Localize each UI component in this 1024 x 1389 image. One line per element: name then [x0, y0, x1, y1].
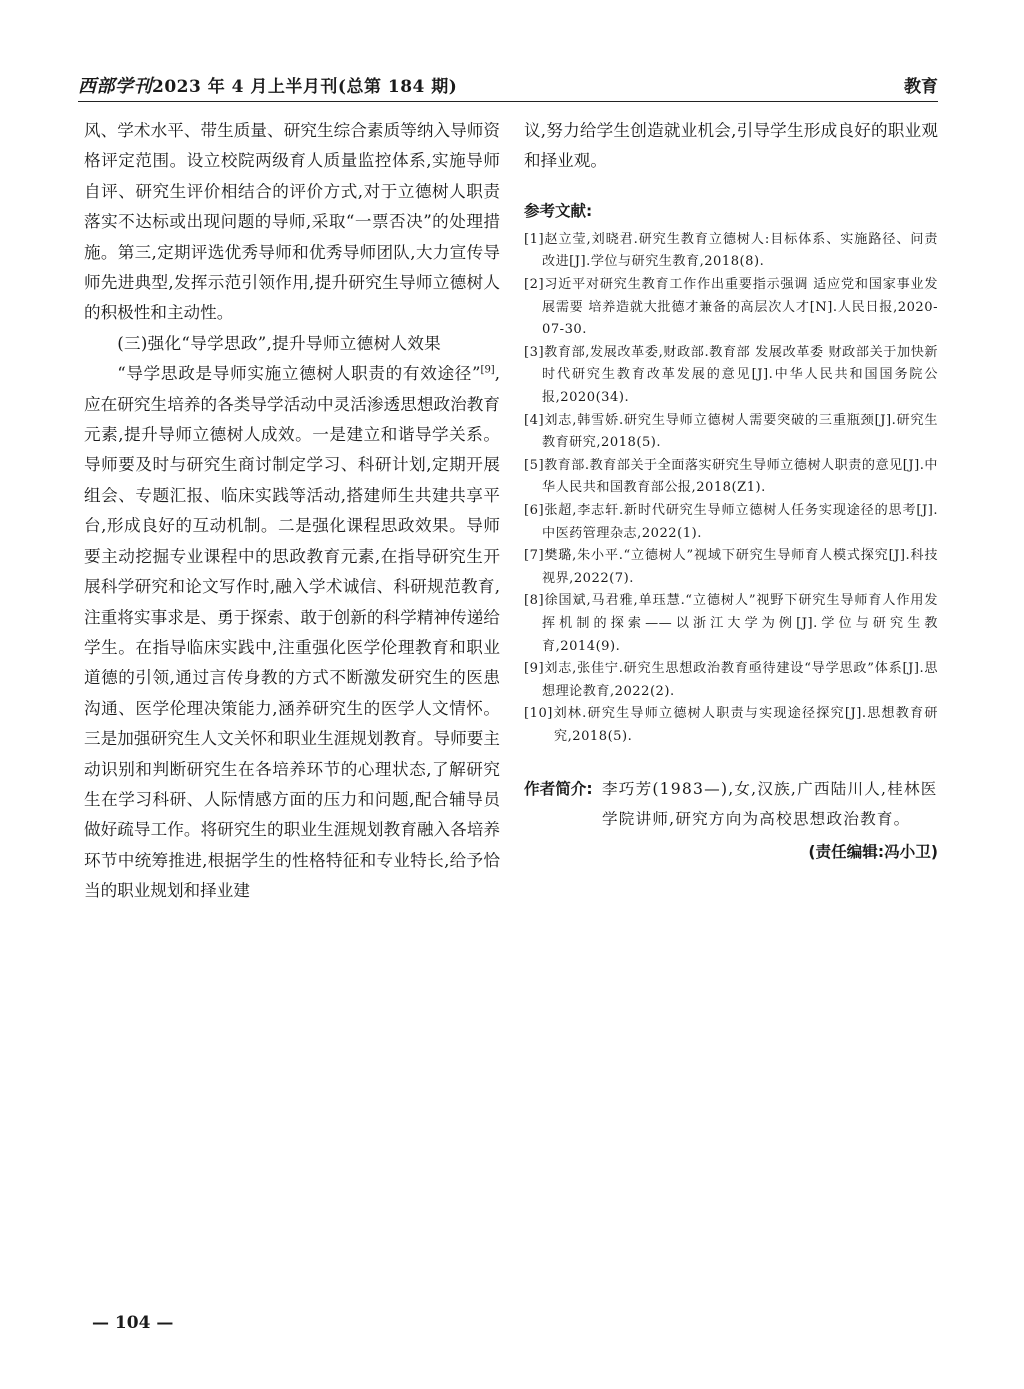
- reference-item: [6]张超,李志轩.新时代研究生导师立德树人任务实现途径的思考[J].中医药管理杂志,2022(1).: [524, 502, 938, 541]
- header-rule: [78, 101, 938, 102]
- author-text: 李巧芳(1983—),女,汉族,广西陆川人,桂林医学院讲师,研究方向为高校思想政治教育。: [602, 780, 938, 829]
- paragraph-body: ,应在研究生培养的各类导学活动中灵活渗透思想政治教育元素,提升导师立德树人成效。一是建立和谐导学关系。导师要及时与研究生商讨制定学习、科研计划,定期开展组会、专题汇报、临床实践等活动,搭建师生共建共享平台,形成良好的互动机制。二是强化课程思政效果。导师要主动挖掘专业课程中的思政教育元素,在指导研究生开展科学研究和论文写作时,融入学术诚信、科研规范教育,注重将实事求是、勇于探索、敢于创新的科学精神传递给学生。在指导临床实践中,注重强化医学伦理教育和职业道德的引领,通过言传身教的方式不断激发研究生的医患沟通、医学伦理决策能力,涵养研究生的医学人文情怀。三是加强研究生人文关怀和职业生涯规划教育。导师要主动识别和判断研究生在各培养环节的心理状态,了解研究生在学习科研、人际情感方面的压力和问题,配合辅导员做好疏导工作。将研究生的职业生涯规划教育融入各培养环节中统筹推进,根据学生的性格特征和专业特长,给予恰当的职业规划和择业建: [84, 364, 500, 901]
- paragraph-conclusion: 议,努力给学生创造就业机会,引导学生形成良好的职业观和择业观。: [524, 121, 938, 171]
- author-label: 作者简介:: [524, 780, 593, 799]
- left-column: [84, 116, 500, 907]
- reference-item: [4]刘志,韩雪娇.研究生导师立德树人需要突破的三重瓶颈[J].研究生教育研究,2018(5).: [524, 412, 938, 451]
- reference-item: [10]刘林.研究生导师立德树人职责与实现途径探究[J].思想教育研究,2018(5).: [524, 706, 938, 744]
- reference-item: [5]教育部.教育部关于全面落实研究生导师立德树人职责的意见[J].中华人民共和国教育部公报,2018(Z1).: [524, 457, 938, 496]
- journal-masthead: [78, 72, 457, 98]
- citation-marker: [9]: [480, 364, 495, 376]
- responsible-editor: (责任编辑:冯小卫): [808, 843, 938, 862]
- reference-item: [9]刘志,张佳宁.研究生思想政治教育亟待建设“导学思政”体系[J].思想理论教育,2022(2).: [524, 661, 938, 699]
- paragraph-quote: “导学思政是导师实施立德树人职责的有效途径”: [117, 364, 481, 384]
- paragraph-continued: 风、学术水平、带生质量、研究生综合素质等纳入导师资格评定范围。设立校院两级育人质量监控体系,实施导师自评、研究生评价相结合的评价方式,对于立德树人职责落实不达标或出现问题的导师,采取“一票否决”的处理措施。第三,定期评选优秀导师和优秀导师团队,大力宣传导师先进典型,发挥示范引领作用,提升研究生导师立德树人的积极性和主动性。: [84, 121, 500, 323]
- page-number: — 104 —: [92, 1313, 174, 1333]
- reference-item: [1]赵立莹,刘晓君.研究生教育立德树人:目标体系、实施路径、问责改进[J].学位与研究生教育,2018(8).: [524, 231, 938, 270]
- issue-info: 2023 年 4 月上半月刊(总第 184 期): [152, 77, 458, 97]
- reference-item: [7]樊璐,朱小平.“立德树人”视域下研究生导师育人模式探究[J].科技视界,2022(7).: [524, 548, 938, 586]
- section-name: 教育: [904, 77, 938, 97]
- page-header: [78, 72, 938, 98]
- section-subheading: (三)强化“导学思政”,提升导师立德树人效果: [117, 333, 442, 353]
- author-bio: [524, 774, 938, 834]
- reference-item: [2]习近平对研究生教育工作作出重要指示强调 适应党和国家事业发展需要 培养造就大批德才兼备的高层次人才[N].人民日报,2020-07-30.: [524, 277, 938, 338]
- reference-list: [524, 229, 938, 749]
- journal-logo: 西部学刊: [78, 76, 152, 97]
- right-column: [524, 116, 938, 862]
- reference-item: [3]教育部,发展改革委,财政部.教育部 发展改革委 财政部关于加快新时代研究生教育改革发展的意见[J].中华人民共和国国务院公报,2020(34).: [524, 344, 938, 405]
- paragraph-guided-learning: [84, 359, 500, 906]
- reference-item: [8]徐国斌,马君雅,单珏慧.“立德树人”视野下研究生导师育人作用发挥机制的探索——以浙江大学为例[J].学位与研究生教育,2014(9).: [524, 593, 938, 654]
- references-title: 参考文献:: [524, 201, 593, 220]
